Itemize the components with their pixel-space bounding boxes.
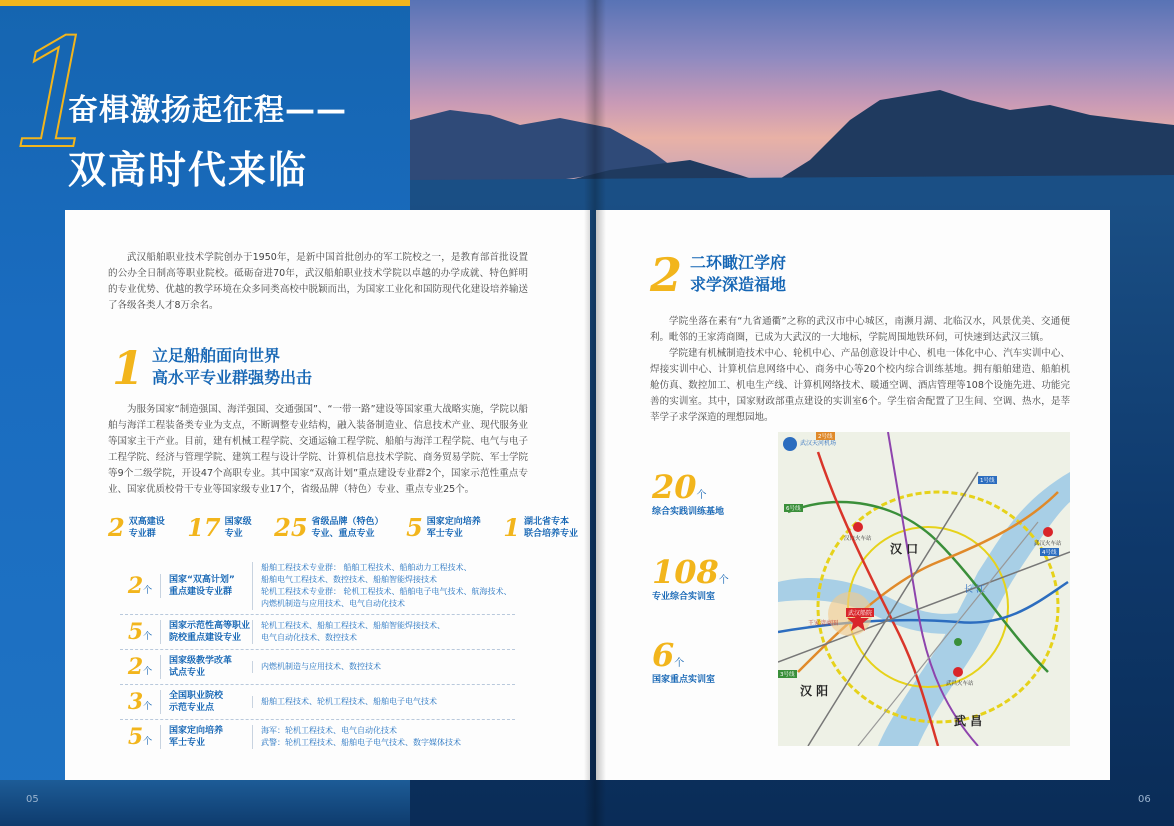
right-stat-unit: 个 <box>674 658 685 669</box>
section2-title-line1: 二环瞰江学府 <box>690 253 787 272</box>
map-label-hankou: 汉 口 <box>890 542 919 556</box>
map-label-river: 长 江 <box>964 585 985 595</box>
right-stat-label: 专业综合实训室 <box>652 592 716 602</box>
chapter-title-line1: 奋楫激扬起征程—— <box>68 93 347 128</box>
section2-title-line2: 求学深造福地 <box>690 275 787 294</box>
right-stat-unit: 个 <box>696 490 707 501</box>
section2-heading <box>650 248 787 302</box>
row-detail: 海军：轮机工程技术、电气自动化技术 <box>261 726 397 735</box>
stat-label: 国家级 <box>224 516 252 527</box>
majors-table <box>120 558 515 754</box>
section2-number: 2 <box>650 248 683 302</box>
table-row <box>120 650 515 685</box>
section2-paragraph1: 学院坐落在素有“九省通衢”之称的武汉市中心城区，南濒月湖、北临汉水，风景优美、交通便利。毗邻的王家湾商圈，已成为大武汉的一大地标，学院周围地铁环伺，可快速到达武汉三镇。 <box>650 316 1070 343</box>
gold-top-line <box>0 0 410 6</box>
stat-number: 5 <box>406 513 423 542</box>
map-label-hanyang: 汉 阳 <box>800 684 829 698</box>
table-row <box>120 558 515 615</box>
stat-item <box>108 513 165 542</box>
stat-label: 国家定向培养 <box>426 516 481 527</box>
map-label-wangjiawan: 王家湾商圈 <box>808 620 839 627</box>
stat-item <box>503 513 578 542</box>
stat-item <box>187 513 251 542</box>
page-number-right: 06 <box>1138 794 1151 805</box>
row-label: 国家“双高计划” <box>169 575 235 585</box>
row-unit: 个 <box>143 737 153 747</box>
stat-number: 25 <box>274 513 308 542</box>
right-stat <box>652 555 729 602</box>
row-label: 国家级教学改革 <box>169 656 233 666</box>
right-stat-label: 综合实践训练基地 <box>652 507 725 517</box>
spine-shadow <box>584 0 606 826</box>
right-stat <box>652 470 724 517</box>
row-unit: 个 <box>143 702 153 712</box>
row-label: 国家定向培养 <box>169 726 224 736</box>
map-label-line6: 6号线 <box>786 506 801 512</box>
row-label: 国家示范性高等职业 <box>169 621 251 631</box>
row-detail: 电气自动化技术、数控技术 <box>261 633 357 642</box>
section1-heading <box>112 341 313 395</box>
map-label-airport: 武汉天河机场 <box>800 440 837 447</box>
stat-number: 2 <box>108 513 125 542</box>
stat-label: 专业、重点专业 <box>311 528 375 539</box>
table-row <box>120 720 515 754</box>
row-unit: 个 <box>143 667 153 677</box>
right-stat-unit: 个 <box>718 575 729 586</box>
table-row <box>120 685 515 720</box>
map-label-wuchang: 武 昌 <box>954 714 983 728</box>
map-label-station2: 武汉火车站 <box>1034 541 1062 547</box>
page-number-left: 05 <box>26 794 39 805</box>
stat-label: 联合培养专业 <box>523 528 578 539</box>
section1-number: 1 <box>112 341 145 395</box>
right-stat-number: 6 <box>652 636 675 674</box>
chapter-title <box>68 85 347 194</box>
stat-label: 专业群 <box>128 528 156 539</box>
chapter-title-line2: 双高时代来临 <box>68 148 309 192</box>
intro-paragraph: 武汉船舶职业技术学院创办于1950年，是新中国首批创办的军工院校之一，是教育部首批设置的公办全日制高等职业院校。砥砺奋进70年，武汉船舶职业技术学院以卓越的办学成就、特色鲜明的专业优势、优越的教学环境在众多同类高校中脱颖而出，为国家工业化和国防现代化建设培养输送了各级各类人才8万余名。 <box>108 252 528 311</box>
map-label-station1: 汉口火车站 <box>844 536 872 542</box>
section1-title-line2: 高水平专业群强势出击 <box>152 368 313 387</box>
big-chapter-number: 1 <box>10 8 106 182</box>
row-label: 示范专业点 <box>169 703 215 713</box>
table-row <box>120 615 515 650</box>
row-unit: 个 <box>143 586 153 596</box>
stats-row <box>108 513 578 542</box>
stat-item <box>274 513 383 542</box>
row-count: 5 <box>127 724 144 750</box>
row-detail: 船舶电气工程技术、数控技术、船舶智能焊接技术 <box>261 575 437 584</box>
row-label: 全国职业院校 <box>169 691 224 701</box>
stat-item <box>406 513 481 542</box>
row-label: 军士专业 <box>169 738 206 748</box>
section1-paragraph: 为服务国家“制造强国、海洋强国、交通强国”、“一带一路”建设等国家重大战略实施，学院以船舶与海洋工程装备类专业为支点，不断调整专业结构，融入装备制造业、信息技术产业、现代服务业等国家主干产业。目前，建有机械工程学院、交通运输工程学院、船舶与海洋工程学院、电气与电子工程学院、经济与管理学院、建筑工程与设计学院、计算机信息技术学院、商务贸易学院、军士学院等9个二级学院，开设47个高职专业。其中国家“双高计划”重点建设专业群2个，国家示范性重点专业、国家优质校骨干专业等国家级专业17个，省级品牌（特色）专业、重点专业25个。 <box>108 404 528 495</box>
row-label: 院校重点建设专业 <box>169 633 242 643</box>
stat-label: 双高建设 <box>128 516 165 527</box>
map-label-line1: 1号线 <box>980 478 995 484</box>
map-label-station3: 武昌火车站 <box>946 681 974 687</box>
sea-strip-left <box>0 780 410 826</box>
row-count: 3 <box>127 689 144 715</box>
row-count: 2 <box>127 573 144 599</box>
row-detail: 轮机工程技术、船舶工程技术、船舶智能焊接技术、 <box>261 621 445 630</box>
row-detail: 武警：轮机工程技术、船舶电子电气技术、数字媒体技术 <box>261 738 461 747</box>
row-count: 2 <box>127 654 144 680</box>
mountain-silhouette <box>410 0 1174 230</box>
row-count: 5 <box>127 619 144 645</box>
row-detail: 船舶工程技术、轮机工程技术、船舶电子电气技术 <box>261 697 437 706</box>
stat-label: 湖北省专本 <box>523 516 569 527</box>
right-stat <box>652 638 715 685</box>
map-label-line4: 4号线 <box>1042 550 1057 556</box>
row-unit: 个 <box>143 632 153 642</box>
row-detail: 内燃机制造与应用技术、电气自动化技术 <box>261 599 405 608</box>
stat-label: 专业 <box>224 528 243 539</box>
section2-paragraph2: 学院建有机械制造技术中心、轮机中心、产品创意设计中心、机电一体化中心、汽车实训中心、焊接实训中心、计算机信息网络中心、商务中心等20个校内综合训练基地。拥有船舶建造、船舶机舱仿真、数控加工、机电生产线、计算机网络技术、暖通空调、酒店管理等108个设施先进、功能完善的实训室。其中，国家财政部重点建设的实训室6个。学生宿舍配置了卫生间、空调、热水，是莘莘学子求学深造的理想园地。 <box>650 348 1070 423</box>
row-detail: 轮机工程技术专业群： 轮机工程技术、船舶电子电气技术、航海技术、 <box>261 587 512 596</box>
row-detail: 船舶工程技术专业群： 船舶工程技术、船舶动力工程技术、 <box>261 563 472 572</box>
row-label: 重点建设专业群 <box>169 587 233 597</box>
stat-number: 17 <box>187 513 221 542</box>
section1-title-line1: 立足船舶面向世界 <box>152 346 281 365</box>
city-map <box>778 432 1070 746</box>
stat-label: 军士专业 <box>426 528 463 539</box>
map-label-line2: 2号线 <box>818 434 833 440</box>
right-stat-number: 108 <box>652 553 719 591</box>
stat-number: 1 <box>503 513 520 542</box>
row-detail: 内燃机制造与应用技术、数控技术 <box>261 662 381 671</box>
right-stat-number: 20 <box>652 468 697 506</box>
stat-label: 省级品牌（特色） <box>311 516 384 527</box>
map-label-school: 武汉船院 <box>848 610 873 617</box>
row-label: 试点专业 <box>169 668 206 678</box>
map-label-line3: 3号线 <box>780 672 795 678</box>
right-stat-label: 国家重点实训室 <box>652 675 716 685</box>
